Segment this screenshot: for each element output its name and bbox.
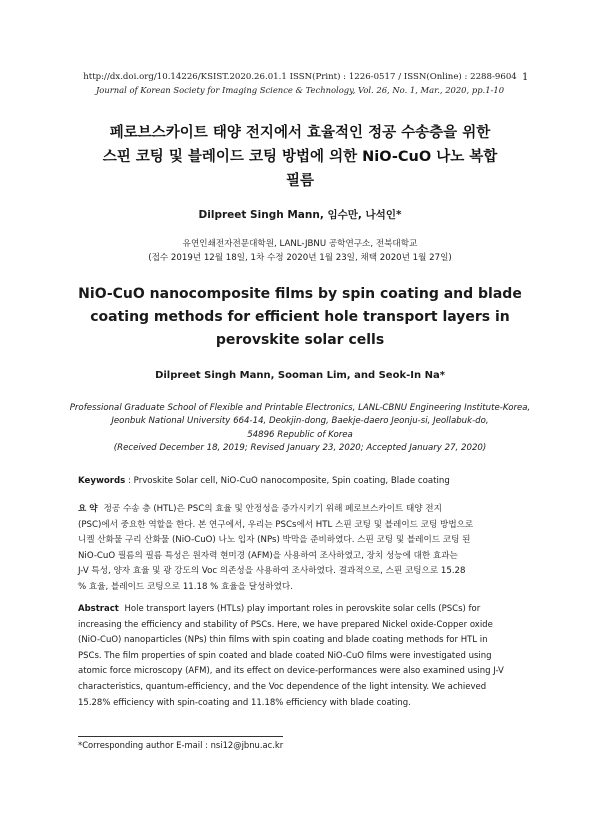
- english-abstract-line: PSCs. The film properties of spin coated and blade coated NiO-CuO films were investigated using: [78, 650, 492, 661]
- english-affiliation-line: Jeonbuk National University 664-14, Deokjin-dong, Baekje-daero Jeonju-si, Jeollabuk-do,: [111, 416, 489, 427]
- english-abstract-line: (NiO-CuO) nanoparticles (NPs) thin films with spin coating and blade coating methods for HTL in: [78, 635, 488, 646]
- english-abstract-line: atomic force microscopy (AFM), and its effect on device-performances were also examined using J-V: [78, 666, 504, 677]
- keywords-text: : Prvoskite Solar cell, NiO-CuO nanocomposite, Spin coating, Blade coating: [128, 476, 450, 486]
- english-title-line: perovskite solar cells: [215, 332, 385, 348]
- korean-affiliation: 유연인쇄전자전문대학원, LANL-JBNU 공학연구소, 전북대학교: [182, 239, 418, 249]
- korean-title: [70, 121, 530, 193]
- english-title: [75, 283, 525, 352]
- korean-dates: (접수 2019년 12월 18일, 1차 수정 2020년 1월 23일, 채택 2020년 1월 27일): [148, 253, 452, 263]
- english-affiliation-line: Professional Graduate School of Flexible and Printable Electronics, LANL-CBNU Engineering Institute-Korea,: [69, 403, 531, 413]
- english-abstract: [78, 602, 524, 711]
- english-dates: (Received December 18, 2019; Revised January 23, 2020; Accepted January 27, 2020): [113, 443, 487, 454]
- korean-abstract-line: J-V 특성, 양자 효율 및 광 강도의 Voc 의존성을 사용하여 조사하였다. 결과적으로, 스핀 코팅으로 15.28: [78, 566, 466, 577]
- english-title-line: coating methods for efficient hole transport layers in: [90, 309, 510, 325]
- corresponding-author-footnote: *Corresponding author E-mail : nsi12@jbnu.ac.kr: [78, 740, 284, 750]
- korean-abstract-line: NiO-CuO 필름의 필름 특성은 원자력 현미경 (AFM)을 사용하여 조사하였고, 장치 성능에 대한 효과는: [78, 550, 458, 561]
- korean-abstract: [78, 502, 524, 596]
- korean-abstract-line: 니켈 산화물 구리 산화물 (NiO-CuO) 나노 입자 (NPs) 박막을 준비하였다. 스핀 코팅 및 블레이드 코팅 된: [78, 535, 471, 546]
- english-abstract-line: Hole transport layers (HTLs) play important roles in perovskite solar cells (PSCs) for: [124, 604, 481, 614]
- english-authors: Dilpreet Singh Mann, Sooman Lim, and Seok-In Na*: [155, 370, 445, 381]
- korean-affiliation-block: [60, 237, 540, 265]
- english-abstract-label: Abstract: [78, 604, 119, 614]
- korean-authors: Dilpreet Singh Mann, 임수만, 나석인*: [198, 209, 402, 221]
- page-number: 1: [522, 72, 529, 83]
- english-abstract-line: 15.28% efficiency with spin-coating and 11.18% efficiency with blade coating.: [78, 697, 411, 708]
- korean-abstract-line: 정공 수송 층 (HTL)은 PSC의 효율 및 안정성을 증가시키기 위해 페로브스카이트 태양 전지: [103, 504, 442, 514]
- korean-title-line: 스핀 코팅 및 블레이드 코팅 방법에 의한 NiO-CuO 나노 복합: [102, 149, 498, 165]
- english-affiliation-line: 54896 Republic of Korea: [247, 429, 353, 440]
- english-abstract-line: characteristics, quantum-efficiency, and the Voc dependence of the light intensity. We achieved: [78, 681, 487, 692]
- doi-issn-line: http://dx.doi.org/10.14226/KSIST.2020.26.01.1 ISSN(Print) : 1226-0517 / ISSN(Online) : 2288-9604: [83, 72, 517, 82]
- keywords-line: [78, 476, 528, 486]
- korean-abstract-line: % 효율, 블레이드 코팅으로 11.18 % 효율을 달성하였다.: [78, 581, 293, 592]
- english-abstract-line: increasing the efficiency and stability of PSCs. Here, we have prepared Nickel oxide-Copper oxide: [78, 619, 493, 630]
- keywords-label: Keywords: [78, 476, 126, 486]
- footnote-divider: [78, 736, 283, 737]
- korean-title-line: 필름: [285, 173, 314, 189]
- english-title-line: NiO-CuO nanocomposite films by spin coating and blade: [78, 286, 522, 302]
- english-affiliation-block: [60, 402, 540, 456]
- korean-title-line: 페로브스카이트 태양 전지에서 효율적인 정공 수송층을 위한: [109, 125, 491, 141]
- korean-abstract-label: 요 약: [78, 504, 98, 514]
- journal-citation-line: Journal of Korean Society for Imaging Science & Technology, Vol. 26, No. 1, Mar., 2020, pp.1-10: [95, 85, 505, 95]
- korean-abstract-line: (PSC)에서 중요한 역할을 한다. 본 연구에서, 우리는 PSCs에서 HTL 스핀 코팅 및 블레이드 코팅 방법으로: [78, 519, 474, 530]
